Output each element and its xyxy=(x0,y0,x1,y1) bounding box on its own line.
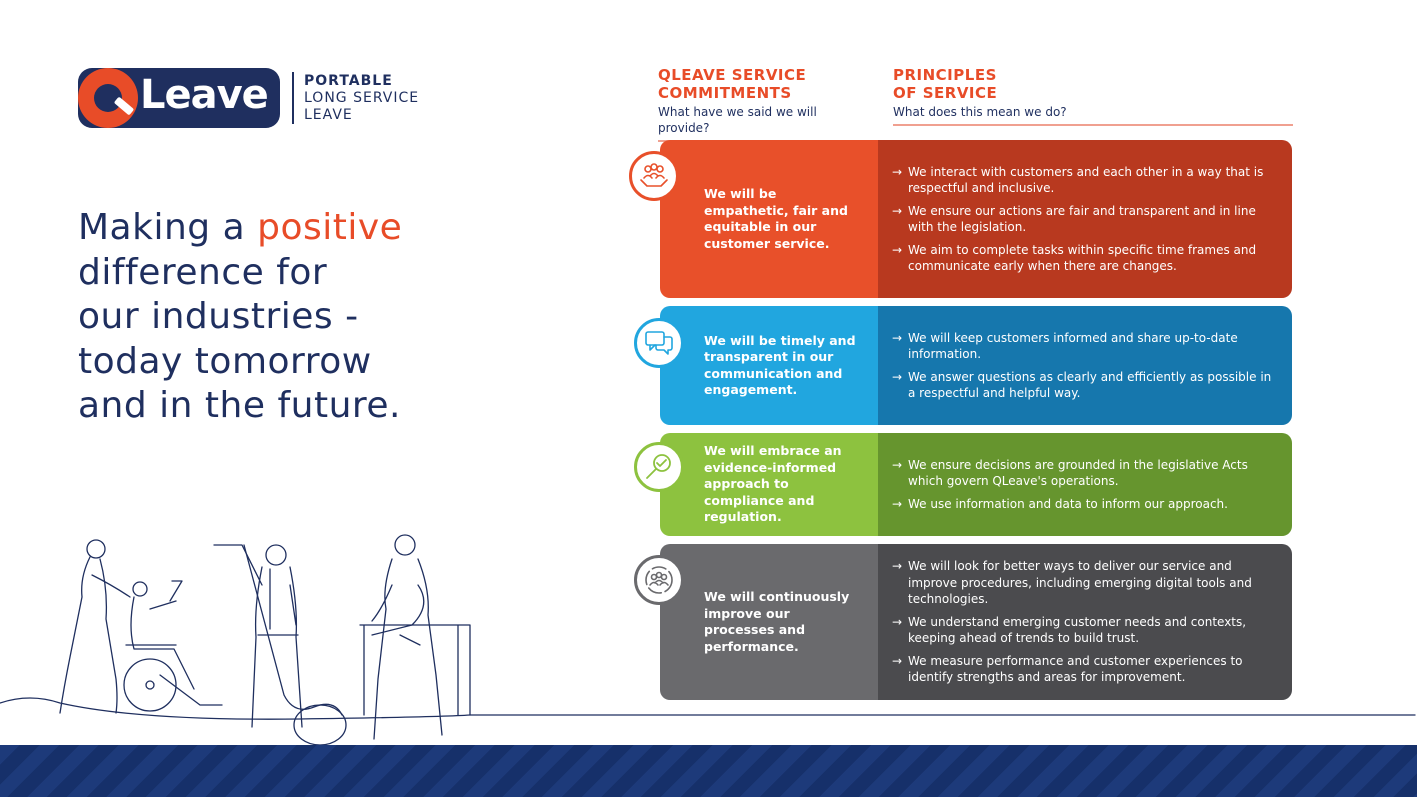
arrow-right-icon: → xyxy=(892,164,903,179)
arrow-right-icon: → xyxy=(892,330,903,345)
principle-text: We will keep customers informed and share up-to-date information. xyxy=(908,330,1238,361)
headline-line-5: and in the future. xyxy=(78,385,401,426)
service-row-communication xyxy=(660,306,1292,425)
principles-title-2: OF SERVICE xyxy=(893,84,998,102)
commitment-text: We will be empathetic, fair and equitable in our customer service. xyxy=(660,140,878,298)
principle-text: We interact with customers and each other in a way that is respectful and inclusive. xyxy=(908,164,1264,195)
commitment-text: We will be timely and transparent in our communication and engagement. xyxy=(660,306,878,425)
commitment-text: We will continuously improve our processes and performance. xyxy=(660,544,878,700)
logo-wordmark: Leave xyxy=(140,72,268,118)
arrow-right-icon: → xyxy=(892,457,903,472)
workers-line-illustration xyxy=(0,525,1417,750)
commitments-title-2: COMMITMENTS xyxy=(658,84,792,102)
headline-line-3: our industries - xyxy=(78,296,359,337)
magnifier-icon xyxy=(634,442,684,492)
principles-rule xyxy=(893,124,1293,126)
headline-line-4: today tomorrow xyxy=(78,340,372,382)
principle-text: We will look for better ways to deliver our service and improve procedures, including emerging digital tools and technologies. xyxy=(908,559,1252,607)
people-care-icon xyxy=(629,151,679,201)
principles-list xyxy=(878,140,1292,298)
tagline-line-1: PORTABLE xyxy=(304,72,393,89)
principle-text: We use information and data to inform our approach. xyxy=(908,496,1228,511)
principle-text: We measure performance and customer experiences to identify strengths and areas for improvement. xyxy=(908,653,1243,685)
arrow-right-icon: → xyxy=(892,242,903,257)
service-row-evidence xyxy=(660,433,1292,536)
principles-list xyxy=(878,306,1292,425)
commitments-title-1: QLEAVE SERVICE xyxy=(658,66,807,84)
principle-item xyxy=(892,369,1272,402)
chat-bubbles-icon xyxy=(634,318,684,368)
headline-part-1: Making a xyxy=(78,207,258,248)
logo-tagline xyxy=(304,73,419,124)
arrow-right-icon: → xyxy=(892,496,903,511)
principle-text: We ensure decisions are grounded in the legislative Acts which govern QLeave's operations. xyxy=(908,457,1248,489)
principles-list xyxy=(878,433,1292,536)
principle-item xyxy=(892,242,1272,275)
headline-line-2: difference for xyxy=(78,251,328,293)
headline-accent: positive xyxy=(257,207,403,248)
tagline-line-3: LEAVE xyxy=(304,106,353,123)
service-row-empathy xyxy=(660,140,1292,298)
commitments-header xyxy=(658,66,870,142)
principle-text: We understand emerging customer needs and contexts, keeping ahead of trends to build trust. xyxy=(908,614,1247,646)
headline-line-1 xyxy=(78,206,438,251)
footer-stripe-band xyxy=(0,745,1417,797)
principles-header xyxy=(893,66,1293,126)
arrow-right-icon: → xyxy=(892,203,903,218)
commitments-subtitle: What have we said we will provide? xyxy=(658,105,817,135)
principle-item xyxy=(892,457,1272,490)
qleave-logo xyxy=(78,68,419,128)
group-cycle-icon xyxy=(634,555,684,605)
principles-subtitle: What does this mean we do? xyxy=(893,105,1067,119)
logo-badge xyxy=(78,68,280,128)
logo-divider xyxy=(292,72,294,124)
arrow-right-icon: → xyxy=(892,653,903,668)
principle-item xyxy=(892,330,1272,363)
page-headline xyxy=(78,206,438,429)
arrow-right-icon: → xyxy=(892,559,903,574)
principle-item xyxy=(892,164,1272,197)
arrow-right-icon: → xyxy=(892,614,903,629)
principles-title-1: PRINCIPLES xyxy=(893,66,997,84)
principle-item xyxy=(892,203,1272,236)
principle-text: We aim to complete tasks within specific time frames and communicate early when there are changes. xyxy=(908,242,1257,273)
commitment-text: We will embrace an evidence-informed approach to compliance and regulation. xyxy=(660,433,878,536)
arrow-right-icon: → xyxy=(892,369,903,384)
principle-text: We ensure our actions are fair and transparent and in line with the legislation. xyxy=(908,203,1256,234)
tagline-line-2: LONG SERVICE xyxy=(304,89,420,106)
logo-q-mark xyxy=(78,68,138,128)
principle-text: We answer questions as clearly and efficiently as possible in a respectful and helpful way. xyxy=(908,369,1272,400)
principle-item xyxy=(892,496,1272,513)
